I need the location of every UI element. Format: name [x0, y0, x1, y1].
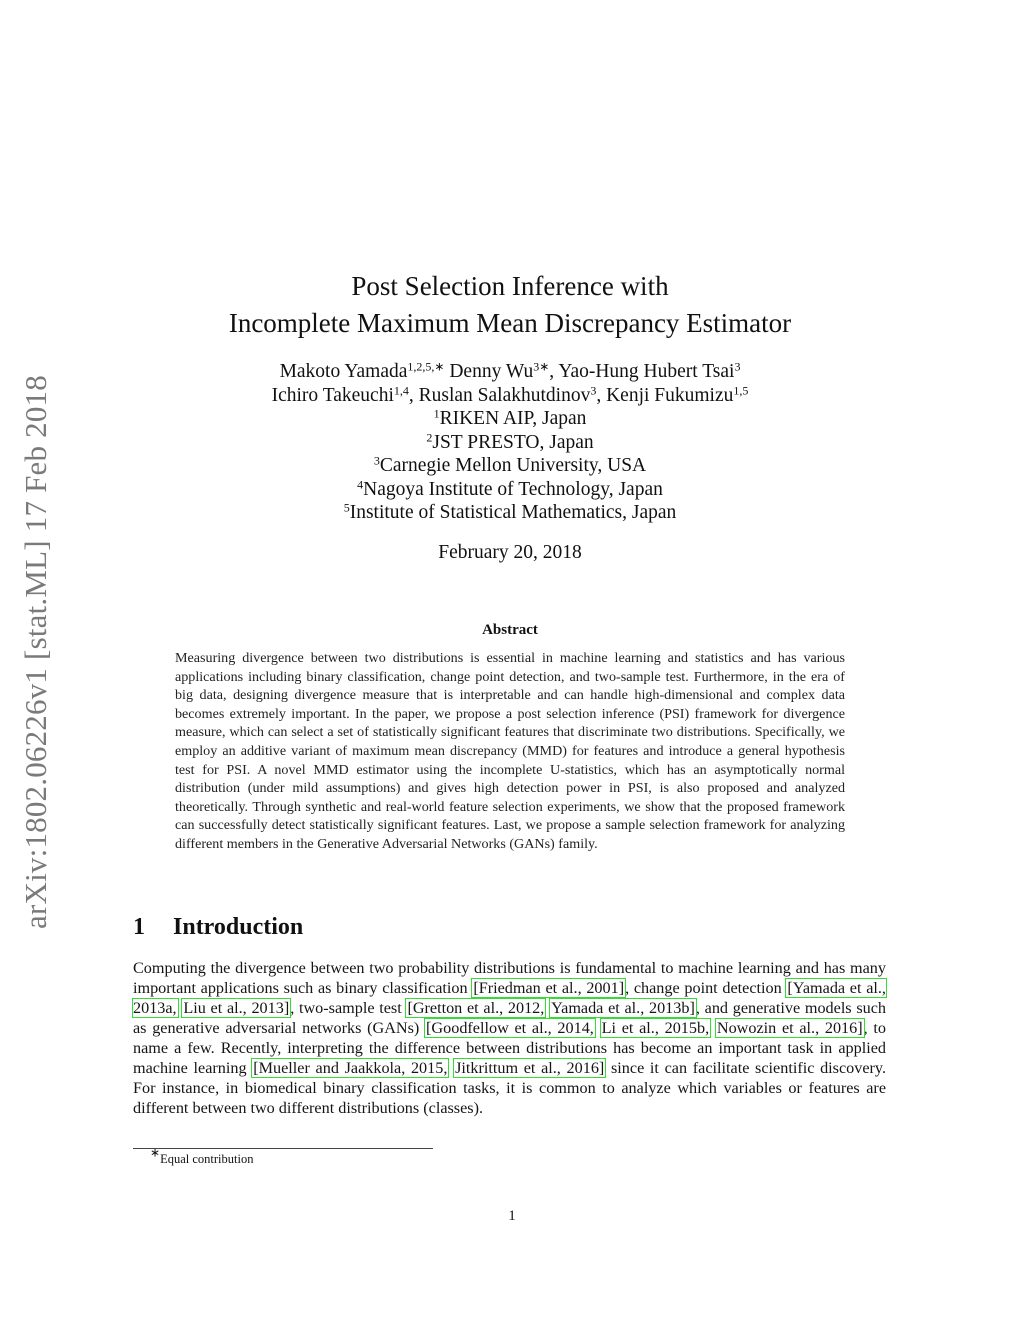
author-line-2: Ichiro Takeuchi$^{1,4}$, Ruslan Salakhutdinov$^3$, Kenji Fukumizu$^{1,5}$	[271, 382, 749, 406]
author-name: Makoto Yamada	[279, 361, 408, 382]
arxiv-identifier[interactable]: arXiv:1802.06226v1 [stat.ML] 17 Feb 2018	[18, 375, 53, 929]
author-affiliation-mark: 3	[533, 359, 540, 374]
abstract-body: Measuring divergence between two distributions is essential in machine learning and statistics and has various applications including binary classification, change point detection, and two-sample test. Furthermore, in the era of big data, designing divergence measure that is interpretable and can handle high-dimensional and complex data becomes extremely important. In the paper, we propose a post selection inference (PSI) framework for divergence measure, which can select a set of statistically significant features that discriminate two distributions. Specifically, we employ an additive variant of maximum mean discrepancy (MMD) for features and introduce a general hypothesis test for PSI. A novel MMD estimator using the incomplete U-statistics, which has an asymptotically normal distribution (under mild assumptions) and gives high detection power in PSI, is also proposed and analyzed theoretically. Through synthetic and real-world feature selection experiments, we show that the proposed framework can successfully detect statistically significant features. Last, we propose a sample selection framework for analyzing different members in the Generative Adversarial Networks (GANs) family.	[175, 650, 845, 852]
author-affiliation-mark: 3	[590, 382, 597, 397]
equal-contribution-mark: ∗	[539, 359, 550, 374]
author-line-1: Makoto Yamada$^{1,2,5,∗}$ Denny $Wu^{3∗}$, Yao-Hung Hubert Tsai$^3$	[279, 359, 741, 382]
footnote-divider	[133, 1148, 433, 1149]
author-name: Kenji Fukumizu	[606, 384, 734, 406]
citation-link[interactable]: Li et al., 2015b,	[601, 1019, 710, 1037]
footnote	[150, 1145, 254, 1167]
author-name: Denny Wu	[449, 361, 534, 382]
author-block	[150, 360, 870, 525]
citation-link[interactable]: [Friedman et al., 2001]	[473, 979, 625, 997]
section-heading	[133, 914, 303, 941]
section-title: Introduction	[173, 914, 304, 940]
author-affiliation-mark: 3	[734, 359, 741, 374]
citation-link[interactable]: [Gretton et al., 2012,	[407, 999, 545, 1017]
affiliation-line: $^3$Carnegie Mellon University, USA	[373, 453, 647, 476]
author-name: Yao-Hung Hubert Tsai	[558, 361, 735, 382]
equal-contribution-mark: ∗	[434, 359, 445, 374]
citation-link[interactable]: [Goodfellow et al., 2014,	[426, 1019, 594, 1037]
affiliation-line: $^4$Nagoya Institute of Technology, Japan	[357, 476, 663, 500]
publication-date: February 20, 2018	[438, 542, 582, 563]
citation-link[interactable]: Yamada et al., 2013b]	[551, 999, 695, 1017]
citation-link[interactable]: Nowozin et al., 2016]	[716, 1019, 863, 1037]
title-line-1: Post Selection Inference with	[351, 271, 669, 301]
affiliation-line: $^1$RIKEN AIP, Japan	[433, 406, 587, 429]
footnote-text: Equal contribution	[160, 1152, 254, 1166]
author-affiliation-mark: 1,5	[733, 382, 749, 397]
paper-title	[150, 268, 870, 342]
author-name: Ichiro Takeuchi	[271, 384, 394, 406]
author-name: Ruslan Salakhutdinov	[418, 384, 591, 406]
citation-link[interactable]: Liu et al., 2013]	[183, 999, 290, 1017]
page-number: 1	[508, 1208, 516, 1224]
author-affiliation-mark: 1,2,5,	[407, 359, 435, 374]
arxiv-stamp	[0, 0, 72, 1325]
abstract-heading: Abstract	[482, 622, 538, 638]
author-affiliation-mark: 1,4	[393, 382, 409, 397]
citation-link[interactable]: Jitkrittum et al., 2016]	[455, 1059, 605, 1077]
introduction-paragraph: Computing the divergence between two probability distributions is fundamental to machine learning and has many important applications such as binary classification [Friedman et al., 2001], change point detection [Yamada et al., 2013a, Liu et al., 2013], two-sample test [Gretton et al., 2012, Yamada et al., 2013b], and generative models such as generative adversarial networks (GANs) [Goodfellow et al., 2014, Li et al., 2015b, Nowozin et al., 2016], to name a few. Recently, interpreting the difference between distributions has become an important task in applied machine learning [Mueller and Jaakkola, 2015, Jitkrittum et al., 2016] since it can facilitate scientific discovery. For instance, in biomedical binary classification tasks, it is common to analyze which variables or features are different between two different distributions (classes).	[133, 959, 887, 1117]
citation-link[interactable]: [Mueller and Jaakkola, 2015,	[253, 1059, 448, 1077]
footnote-mark: ∗	[150, 1145, 161, 1160]
affiliation-line: $^2$JST PRESTO, Japan	[426, 429, 594, 453]
citation-link[interactable]: [Yamada et al., 2013a,	[133, 979, 886, 1017]
affiliation-line: $^5$Institute of Statistical Mathematics, Japan	[343, 500, 677, 523]
title-line-2: Incomplete Maximum Mean Discrepancy Estimator	[228, 308, 792, 338]
section-number: 1	[133, 914, 145, 940]
